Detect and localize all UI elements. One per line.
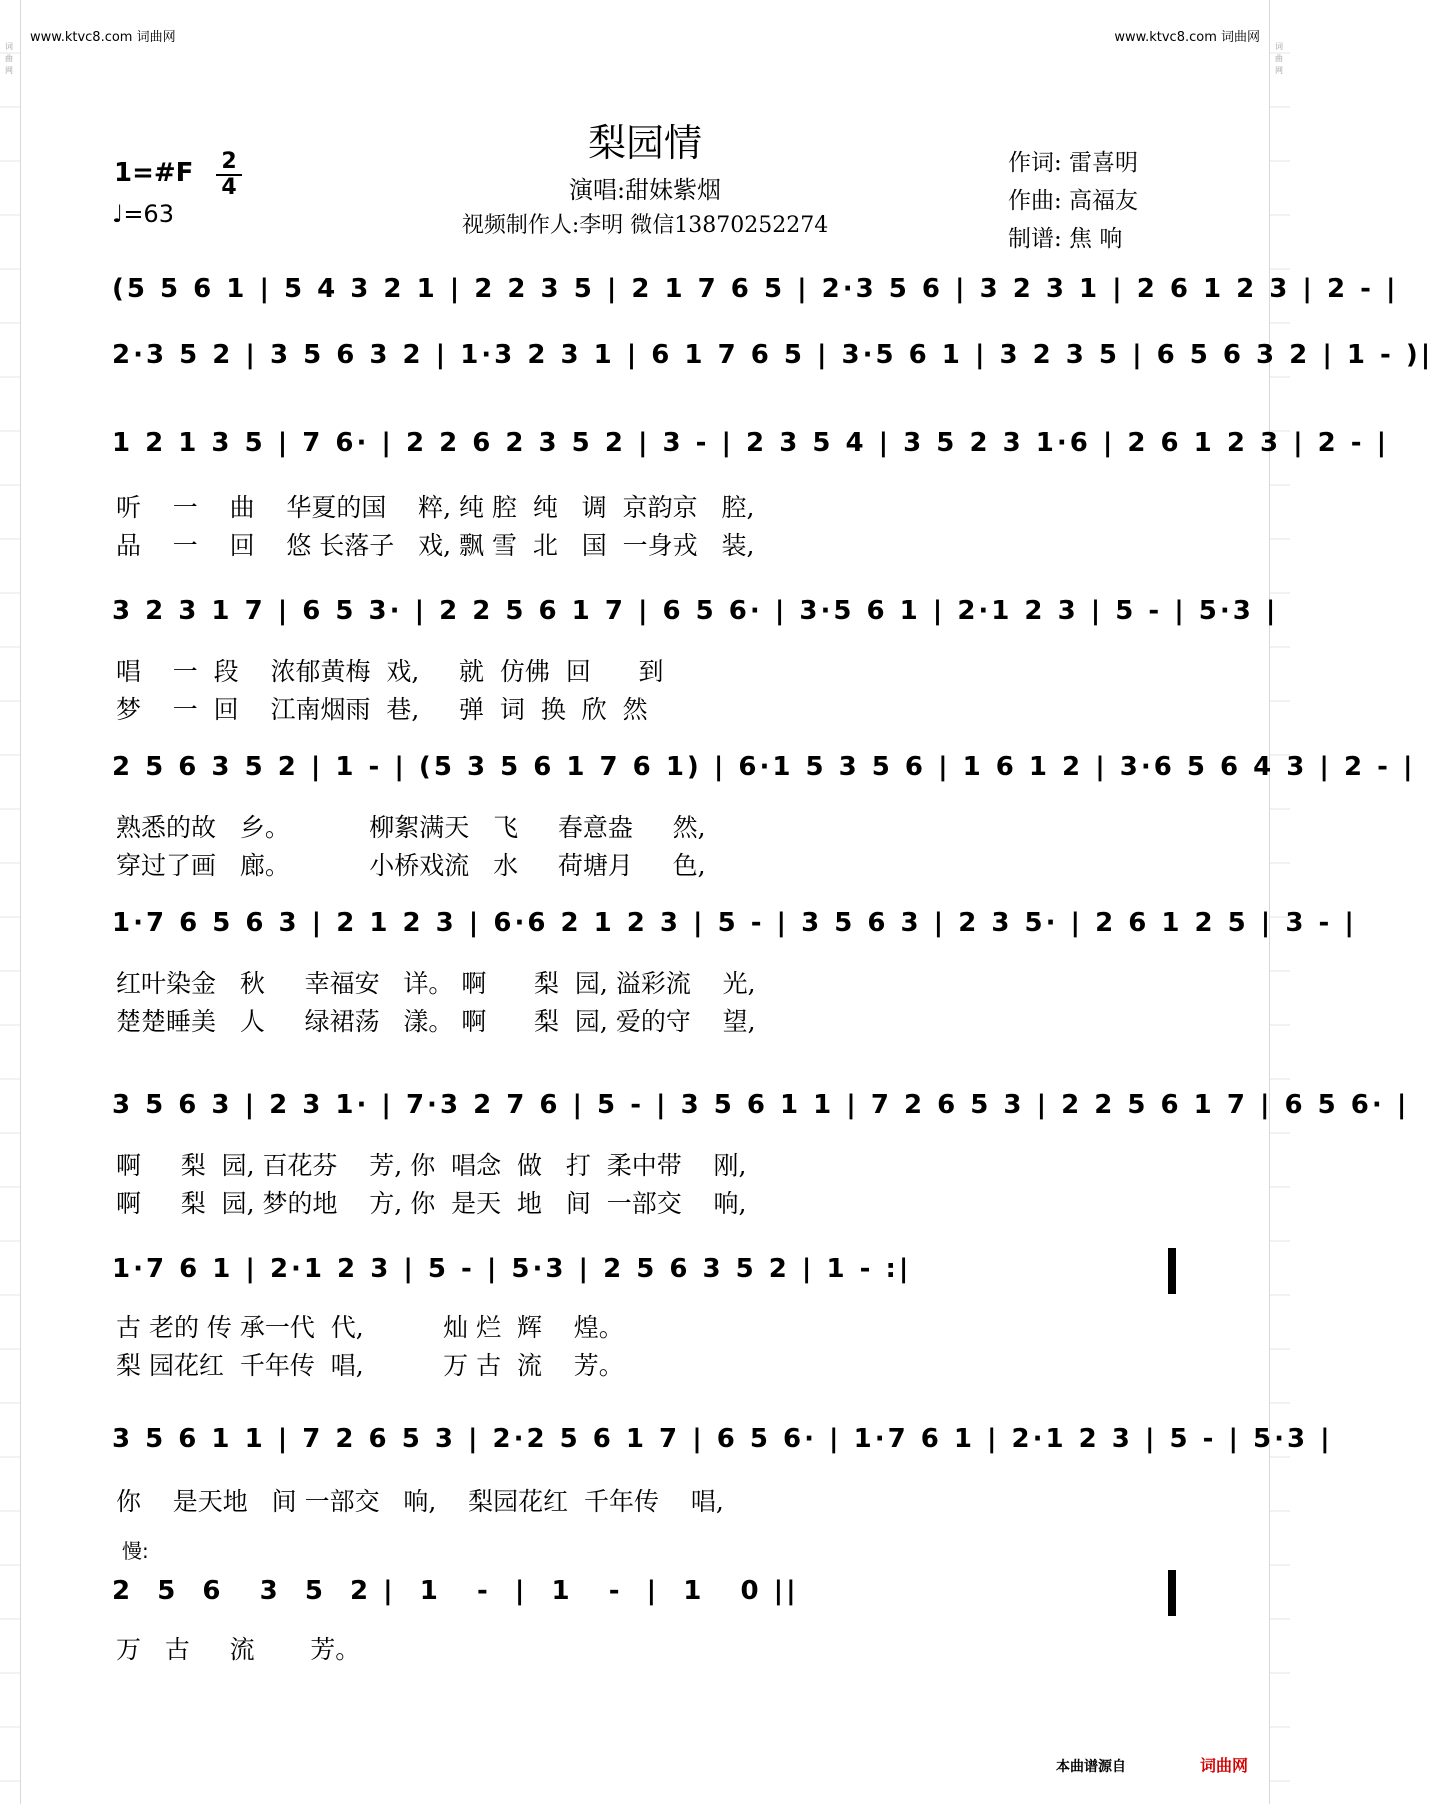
lyric-line-8b: 梨 园花红 千年传 唱, 万 古 流 芳。 bbox=[116, 1351, 624, 1380]
final-barline bbox=[1168, 1570, 1176, 1616]
score-line-5: 2 5 6 3 5 2 | 1 - | (5 3 5 6 1 7 6 1) | 6·1 5 3 5 6 | 1 6 1 2 | 3·6 5 6 4 3 | 2 - | bbox=[112, 752, 1416, 782]
singer-credit: 演唱:甜妹紫烟 bbox=[568, 176, 722, 204]
key-signature: 1=#F bbox=[114, 158, 194, 188]
score-line-2: 2·3 5 2 | 3 5 6 3 2 | 1·3 2 3 1 | 6 1 7 6 5 | 3·5 6 1 | 3 2 3 5 | 6 5 6 3 2 | 1 - )| bbox=[112, 340, 1433, 370]
site-header-right: www.ktvc8.com 词曲网 bbox=[1114, 30, 1260, 45]
lyric-line-7a: 啊 梨 园, 百花芬 芳, 你 唱念 做 打 柔中带 刚, bbox=[116, 1151, 747, 1180]
lyric-line-7b: 啊 梨 园, 梦的地 方, 你 是天 地 间 一部交 响, bbox=[116, 1189, 747, 1218]
tempo-marking: ♩=63 bbox=[112, 200, 174, 228]
repeat-end-barline bbox=[1168, 1248, 1176, 1294]
tempo-change-mark: 慢: bbox=[122, 1539, 149, 1563]
score-line-9: 3 5 6 1 1 | 7 2 6 5 3 | 2·2 5 6 1 7 | 6 5 6· | 1·7 6 1 | 2·1 2 3 | 5 - | 5·3 | bbox=[112, 1424, 1333, 1454]
lyric-line-9: 你 是天地 间 一部交 响, 梨园花红 千年传 唱, bbox=[116, 1487, 724, 1516]
lyricist-credit: 作词: 雷喜明 bbox=[1008, 150, 1139, 176]
arranger-credit: 制谱: 焦 响 bbox=[1008, 226, 1123, 252]
score-line-10: 2 5 6 3 5 2 | 1 - | 1 - | 1 0 || bbox=[112, 1576, 799, 1606]
time-signature-top: 2 bbox=[221, 149, 237, 174]
time-signature-bottom: 4 bbox=[216, 174, 242, 200]
score-line-4: 3 2 3 1 7 | 6 5 3· | 2 2 5 6 1 7 | 6 5 6· | 3·5 6 1 | 2·1 2 3 | 5 - | 5·3 | bbox=[112, 596, 1279, 626]
lyric-line-8a: 古 老的 传 承一代 代, 灿 烂 辉 煌。 bbox=[116, 1313, 624, 1342]
footer-source: 本曲谱源自 bbox=[1056, 1759, 1126, 1775]
watermark-char: 网 bbox=[1275, 66, 1283, 75]
song-title: 梨园情 bbox=[587, 121, 702, 165]
lyric-line-6b: 楚楚睡美 人 绿裙荡 漾。 啊 梨 园, 爱的守 望, bbox=[116, 1007, 756, 1036]
footer-brand-link[interactable]: 词曲网 bbox=[1200, 1756, 1249, 1775]
lyric-line-3a: 听 一 曲 华夏的国 粹, 纯 腔 纯 调 京韵京 腔, bbox=[116, 493, 755, 522]
score-line-1: (5 5 6 1 | 5 4 3 2 1 | 2 2 3 5 | 2 1 7 6 5 | 2·3 5 6 | 3 2 3 1 | 2 6 1 2 3 | 2 - | bbox=[112, 274, 1399, 304]
score-line-8: 1·7 6 1 | 2·1 2 3 | 5 - | 5·3 | 2 5 6 3 5 2 | 1 - :| bbox=[112, 1254, 912, 1284]
score-line-7: 3 5 6 3 | 2 3 1· | 7·3 2 7 6 | 5 - | 3 5 6 1 1 | 7 2 6 5 3 | 2 2 5 6 1 7 | 6 5 6· | bbox=[112, 1090, 1410, 1120]
lyric-line-4a: 唱 一 段 浓郁黄梅 戏, 就 仿佛 回 到 bbox=[116, 657, 664, 686]
score-line-6: 1·7 6 5 6 3 | 2 1 2 3 | 6·6 2 1 2 3 | 5 - | 3 5 6 3 | 2 3 5· | 2 6 1 2 5 | 3 - | bbox=[112, 908, 1357, 938]
watermark-char: 曲 bbox=[1275, 54, 1283, 63]
lyric-line-6a: 红叶染金 秋 幸福安 详。 啊 梨 园, 溢彩流 光, bbox=[116, 969, 756, 998]
right-margin-watermark bbox=[1269, 0, 1290, 1804]
site-header-left: www.ktvc8.com 词曲网 bbox=[30, 30, 176, 45]
lyric-line-3b: 品 一 回 悠 长落子 戏, 飘 雪 北 国 一身戎 装, bbox=[116, 531, 755, 560]
lyric-line-5a: 熟悉的故 乡。 柳絮满天 飞 春意盎 然, bbox=[116, 813, 706, 842]
score-line-3: 1 2 1 3 5 | 7 6· | 2 2 6 2 3 5 2 | 3 - | 2 3 5 4 | 3 5 2 3 1·6 | 2 6 1 2 3 | 2 - | bbox=[112, 428, 1390, 458]
left-margin-watermark bbox=[0, 0, 21, 1804]
watermark-char: 词 bbox=[1275, 42, 1283, 51]
credits-block bbox=[1008, 144, 1138, 258]
lyric-line-5b: 穿过了画 廊。 小桥戏流 水 荷塘月 色, bbox=[116, 851, 706, 880]
composer-credit: 作曲: 高福友 bbox=[1008, 188, 1139, 214]
lyric-line-10: 万 古 流 芳。 bbox=[116, 1635, 361, 1664]
watermark-char: 曲 bbox=[5, 54, 13, 63]
lyric-line-4b: 梦 一 回 江南烟雨 巷, 弹 词 换 欣 然 bbox=[116, 695, 648, 724]
video-maker-credit: 视频制作人:李明 微信13870252274 bbox=[461, 213, 829, 238]
watermark-char: 词 bbox=[5, 42, 13, 51]
watermark-char: 网 bbox=[5, 66, 13, 75]
